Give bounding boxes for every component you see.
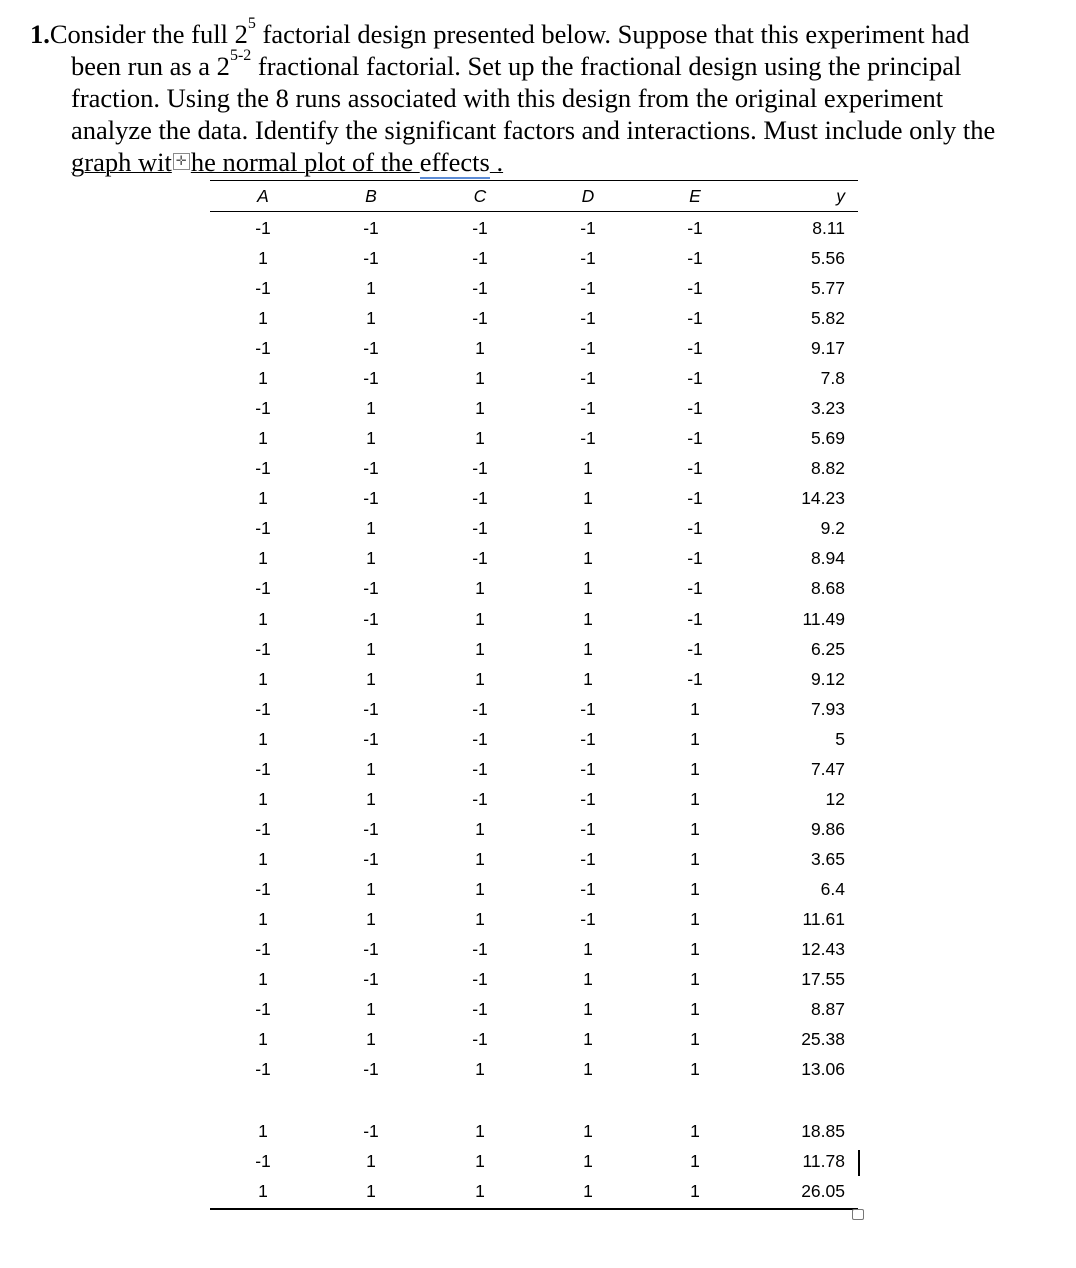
- header-y: y: [836, 186, 845, 206]
- table-cell[interactable]: -1: [472, 548, 488, 569]
- table-cell[interactable]: 1: [366, 668, 376, 689]
- table-cell[interactable]: -1: [363, 818, 379, 839]
- table-cell[interactable]: 12: [825, 788, 845, 809]
- table-cell[interactable]: 1: [366, 518, 376, 539]
- table-cell[interactable]: 1: [258, 1181, 268, 1201]
- table-cell[interactable]: 17.55: [801, 969, 845, 989]
- table-cell[interactable]: 7.93: [810, 698, 845, 719]
- question-text: [30, 15, 1060, 178]
- table-cell[interactable]: -1: [687, 668, 703, 689]
- table-cell[interactable]: 6.4: [820, 878, 845, 899]
- table-cell[interactable]: 13.06: [801, 1059, 845, 1080]
- table-cell[interactable]: -1: [472, 278, 488, 299]
- table-cell[interactable]: -1: [363, 1059, 379, 1080]
- table-cell[interactable]: -1: [255, 518, 271, 539]
- table-cell[interactable]: 1: [258, 1121, 268, 1141]
- table-cell[interactable]: 1: [258, 548, 268, 569]
- table-cell[interactable]: 1: [690, 1151, 700, 1171]
- question-line-3: fraction. Using the 8 runs associated with this design from the original experiment: [71, 83, 944, 113]
- table-cell[interactable]: 1: [690, 908, 700, 929]
- table-cell[interactable]: -1: [687, 278, 703, 299]
- table-cell[interactable]: 1: [583, 638, 593, 659]
- table-cell[interactable]: -1: [363, 488, 379, 509]
- header-a: A: [257, 186, 269, 206]
- table-cell[interactable]: 25.38: [801, 1029, 845, 1050]
- table-cell[interactable]: 1: [258, 488, 268, 509]
- table-cell[interactable]: 1: [366, 788, 376, 809]
- table-cell[interactable]: 9.12: [810, 668, 845, 689]
- table-cell[interactable]: 1: [583, 1029, 593, 1050]
- table-cell[interactable]: -1: [580, 818, 596, 839]
- table-cell[interactable]: -1: [255, 698, 271, 719]
- table-cell[interactable]: -1: [363, 458, 379, 479]
- table-cell[interactable]: -1: [255, 278, 271, 299]
- table-cell[interactable]: 1: [690, 728, 700, 749]
- table-cell[interactable]: -1: [472, 218, 488, 238]
- table-cell[interactable]: -1: [472, 788, 488, 809]
- table-cell[interactable]: -1: [687, 368, 703, 389]
- table-cell[interactable]: 1: [583, 1181, 593, 1201]
- table-cell[interactable]: -1: [255, 338, 271, 359]
- table-cell[interactable]: -1: [363, 218, 379, 238]
- table-cell[interactable]: 1: [258, 428, 268, 449]
- table-cell[interactable]: -1: [363, 938, 379, 959]
- table-cell[interactable]: -1: [687, 458, 703, 479]
- table-cell[interactable]: 1: [475, 1181, 485, 1201]
- table-header-border: [210, 211, 858, 212]
- table-cell[interactable]: -1: [580, 278, 596, 299]
- table-cell[interactable]: 1: [475, 1151, 485, 1171]
- table-cell[interactable]: 1: [258, 728, 268, 749]
- table-cell[interactable]: 5.77: [810, 278, 845, 299]
- table-cell[interactable]: -1: [580, 878, 596, 899]
- table-cell[interactable]: 1: [258, 668, 268, 689]
- table-cell[interactable]: 1: [366, 1181, 376, 1201]
- table-cell[interactable]: -1: [255, 758, 271, 779]
- table-cell[interactable]: -1: [472, 758, 488, 779]
- table-cell[interactable]: -1: [687, 248, 703, 269]
- table-cell[interactable]: 1: [366, 428, 376, 449]
- table-cell[interactable]: 1: [475, 1121, 485, 1141]
- table-cell[interactable]: 1: [258, 788, 268, 809]
- table-cell[interactable]: -1: [472, 938, 488, 959]
- table-cell[interactable]: -1: [580, 848, 596, 869]
- table-cell[interactable]: -1: [472, 969, 488, 989]
- table-cell[interactable]: -1: [363, 728, 379, 749]
- table-cell[interactable]: -1: [580, 698, 596, 719]
- table-cell[interactable]: -1: [580, 758, 596, 779]
- table-cell[interactable]: 18.85: [801, 1121, 845, 1141]
- table-cell[interactable]: -1: [472, 488, 488, 509]
- table-cell[interactable]: -1: [580, 398, 596, 419]
- table-cell[interactable]: -1: [255, 398, 271, 419]
- table-cell[interactable]: -1: [580, 308, 596, 329]
- table-cell[interactable]: 3.65: [810, 848, 845, 869]
- table-cell[interactable]: 1: [475, 368, 485, 389]
- table-cell[interactable]: 7.47: [810, 758, 845, 779]
- table-cell[interactable]: 1: [583, 969, 593, 989]
- table-cell[interactable]: 1: [583, 578, 593, 599]
- table-cell[interactable]: 1: [583, 488, 593, 509]
- header-e: E: [689, 186, 701, 206]
- table-resize-handle[interactable]: [852, 1209, 864, 1220]
- effects-link: effects: [419, 147, 490, 177]
- table-cell[interactable]: -1: [255, 818, 271, 839]
- table-cell[interactable]: 1: [366, 1029, 376, 1050]
- table-cell[interactable]: -1: [255, 999, 271, 1020]
- table-cell[interactable]: -1: [687, 398, 703, 419]
- table-cell[interactable]: 5.56: [810, 248, 845, 269]
- table-cell[interactable]: 1: [475, 578, 485, 599]
- table-cell[interactable]: 1: [366, 638, 376, 659]
- table-cell[interactable]: -1: [687, 518, 703, 539]
- table-cell[interactable]: -1: [255, 638, 271, 659]
- table-cell[interactable]: -1: [472, 248, 488, 269]
- table-cell[interactable]: 8.94: [810, 548, 845, 569]
- table-cell[interactable]: -1: [363, 248, 379, 269]
- table-cell[interactable]: 1: [583, 938, 593, 959]
- table-cell[interactable]: -1: [363, 338, 379, 359]
- table-cell[interactable]: 1: [475, 338, 485, 359]
- header-d: D: [581, 186, 595, 206]
- table-cell[interactable]: -1: [255, 1151, 271, 1171]
- table-cell[interactable]: 9.17: [810, 338, 845, 359]
- question-line-1: 1.Consider the full $2^5$ factorial design presented below. Suppose that this experiment had: [30, 15, 970, 49]
- table-cell[interactable]: 26.05: [801, 1181, 845, 1201]
- question-line-5: graph wit ✛ he normal plot of the effects .: [71, 147, 504, 177]
- table-bottom-border: [210, 1208, 858, 1210]
- table-cell[interactable]: -1: [255, 578, 271, 599]
- table-cell[interactable]: -1: [687, 578, 703, 599]
- table-cell[interactable]: 1: [690, 758, 700, 779]
- table-cell[interactable]: 1: [583, 1151, 593, 1171]
- table-cell[interactable]: -1: [580, 368, 596, 389]
- table-cell[interactable]: 9.2: [820, 518, 845, 539]
- table-cell[interactable]: 1: [690, 878, 700, 899]
- table-cell[interactable]: 6.25: [810, 638, 845, 659]
- table-cell[interactable]: 1: [690, 698, 700, 719]
- table-cell[interactable]: 8.82: [810, 458, 845, 479]
- table-cell[interactable]: -1: [472, 728, 488, 749]
- table-cell[interactable]: 11.61: [802, 908, 845, 929]
- table-cell[interactable]: 1: [690, 1181, 700, 1201]
- table-cell[interactable]: -1: [687, 548, 703, 569]
- table-cell[interactable]: 1: [475, 668, 485, 689]
- table-cell[interactable]: 1: [690, 938, 700, 959]
- table-cell[interactable]: 1: [475, 878, 485, 899]
- table-cell[interactable]: 1: [583, 518, 593, 539]
- table-cell[interactable]: 1: [690, 848, 700, 869]
- table-cell[interactable]: -1: [580, 788, 596, 809]
- table-cell[interactable]: 1: [475, 398, 485, 419]
- table-cell[interactable]: 1: [258, 608, 268, 629]
- table-cell[interactable]: -1: [255, 878, 271, 899]
- table-cell[interactable]: 1: [366, 548, 376, 569]
- table-cell[interactable]: -1: [580, 908, 596, 929]
- table-cell[interactable]: -1: [687, 428, 703, 449]
- table-cell[interactable]: -1: [580, 728, 596, 749]
- table-cell[interactable]: 12.43: [801, 938, 845, 959]
- header-b: B: [365, 186, 377, 206]
- table-cell[interactable]: -1: [472, 458, 488, 479]
- table-cell[interactable]: 1: [475, 638, 485, 659]
- question-number: 1.: [30, 19, 50, 49]
- question-line-2: been run as a 2$^{5-2}$ fractional factorial. Set up the fractional design using the principal: [71, 47, 962, 81]
- table-cell[interactable]: 1: [583, 548, 593, 569]
- table-cell[interactable]: 3.23: [810, 398, 845, 419]
- table-cell[interactable]: 5.69: [810, 428, 845, 449]
- table-cell[interactable]: 1: [366, 878, 376, 899]
- table-cell[interactable]: 1: [258, 1029, 268, 1050]
- table-cell[interactable]: -1: [363, 698, 379, 719]
- table-cell[interactable]: -1: [472, 698, 488, 719]
- table-cell[interactable]: 1: [258, 308, 268, 329]
- table-cell[interactable]: 1: [258, 969, 268, 989]
- table-cell[interactable]: 8.68: [810, 578, 845, 599]
- table-cell[interactable]: 1: [475, 908, 485, 929]
- table-cell[interactable]: 11.49: [802, 608, 845, 629]
- table-cell[interactable]: 1: [366, 1151, 376, 1171]
- table-cell[interactable]: 1: [475, 818, 485, 839]
- table-cell[interactable]: 1: [690, 1059, 700, 1080]
- table-cell[interactable]: 1: [583, 668, 593, 689]
- question-line-4: analyze the data. Identify the significant factors and interactions. Must include only the: [71, 115, 996, 145]
- text-cursor: [858, 1150, 860, 1176]
- table-cell[interactable]: -1: [472, 308, 488, 329]
- table-cell[interactable]: -1: [363, 368, 379, 389]
- table-cell[interactable]: 5: [835, 728, 845, 749]
- table-cell[interactable]: 1: [475, 1059, 485, 1080]
- table-cell[interactable]: 8.87: [810, 999, 845, 1020]
- table-move-handle-icon[interactable]: ✛: [173, 153, 190, 170]
- table-cell[interactable]: -1: [687, 218, 703, 238]
- table-cell[interactable]: 1: [583, 458, 593, 479]
- table-cell[interactable]: -1: [687, 608, 703, 629]
- table-cell[interactable]: 1: [366, 398, 376, 419]
- table-cell[interactable]: 1: [690, 788, 700, 809]
- table-cell[interactable]: 1: [258, 908, 268, 929]
- table-cell[interactable]: 1: [690, 969, 700, 989]
- table-cell[interactable]: -1: [255, 218, 271, 238]
- table-cell[interactable]: -1: [363, 969, 379, 989]
- table-cell[interactable]: 1: [583, 999, 593, 1020]
- table-cell[interactable]: 1: [690, 818, 700, 839]
- table-cell[interactable]: -1: [580, 218, 596, 238]
- table-cell[interactable]: 1: [583, 1059, 593, 1080]
- table-cell[interactable]: -1: [687, 338, 703, 359]
- table-cell[interactable]: 1: [366, 999, 376, 1020]
- table-cell[interactable]: -1: [255, 938, 271, 959]
- table-cell[interactable]: 1: [258, 368, 268, 389]
- table-cell[interactable]: -1: [255, 458, 271, 479]
- table-cell[interactable]: 1: [258, 248, 268, 269]
- table-cell[interactable]: 5.82: [810, 308, 845, 329]
- table-cell[interactable]: 1: [366, 908, 376, 929]
- table-cell[interactable]: -1: [472, 999, 488, 1020]
- table-cell[interactable]: -1: [363, 1121, 379, 1141]
- table-cell[interactable]: 1: [583, 608, 593, 629]
- table-cell[interactable]: -1: [363, 848, 379, 869]
- table-cell[interactable]: 11.78: [802, 1151, 845, 1171]
- table-cell[interactable]: -1: [580, 248, 596, 269]
- table-cell[interactable]: 1: [475, 428, 485, 449]
- table-cell[interactable]: -1: [255, 1059, 271, 1080]
- table-cell[interactable]: -1: [687, 638, 703, 659]
- header-c: C: [473, 186, 487, 206]
- table-cell[interactable]: 9.86: [810, 818, 845, 839]
- table-cell[interactable]: 7.8: [820, 368, 845, 389]
- table-cell[interactable]: 14.23: [801, 488, 845, 509]
- table-cell[interactable]: 1: [366, 308, 376, 329]
- table-cell[interactable]: 1: [690, 1029, 700, 1050]
- table-cell[interactable]: -1: [580, 428, 596, 449]
- table-cell[interactable]: -1: [472, 518, 488, 539]
- table-top-border: [210, 180, 858, 181]
- table-cell[interactable]: 1: [366, 278, 376, 299]
- table-cell[interactable]: 1: [690, 999, 700, 1020]
- table-cell[interactable]: 1: [690, 1121, 700, 1141]
- table-cell[interactable]: -1: [580, 338, 596, 359]
- table-cell[interactable]: -1: [363, 608, 379, 629]
- table-cell[interactable]: -1: [363, 578, 379, 599]
- table-cell[interactable]: -1: [687, 308, 703, 329]
- table-cell[interactable]: -1: [472, 1029, 488, 1050]
- table-cell[interactable]: 1: [475, 848, 485, 869]
- table-cell[interactable]: 1: [475, 608, 485, 629]
- table-cell[interactable]: -1: [687, 488, 703, 509]
- table-cell[interactable]: 8.11: [812, 218, 845, 238]
- table-cell[interactable]: 1: [258, 848, 268, 869]
- table-cell[interactable]: 1: [583, 1121, 593, 1141]
- table-cell[interactable]: 1: [366, 758, 376, 779]
